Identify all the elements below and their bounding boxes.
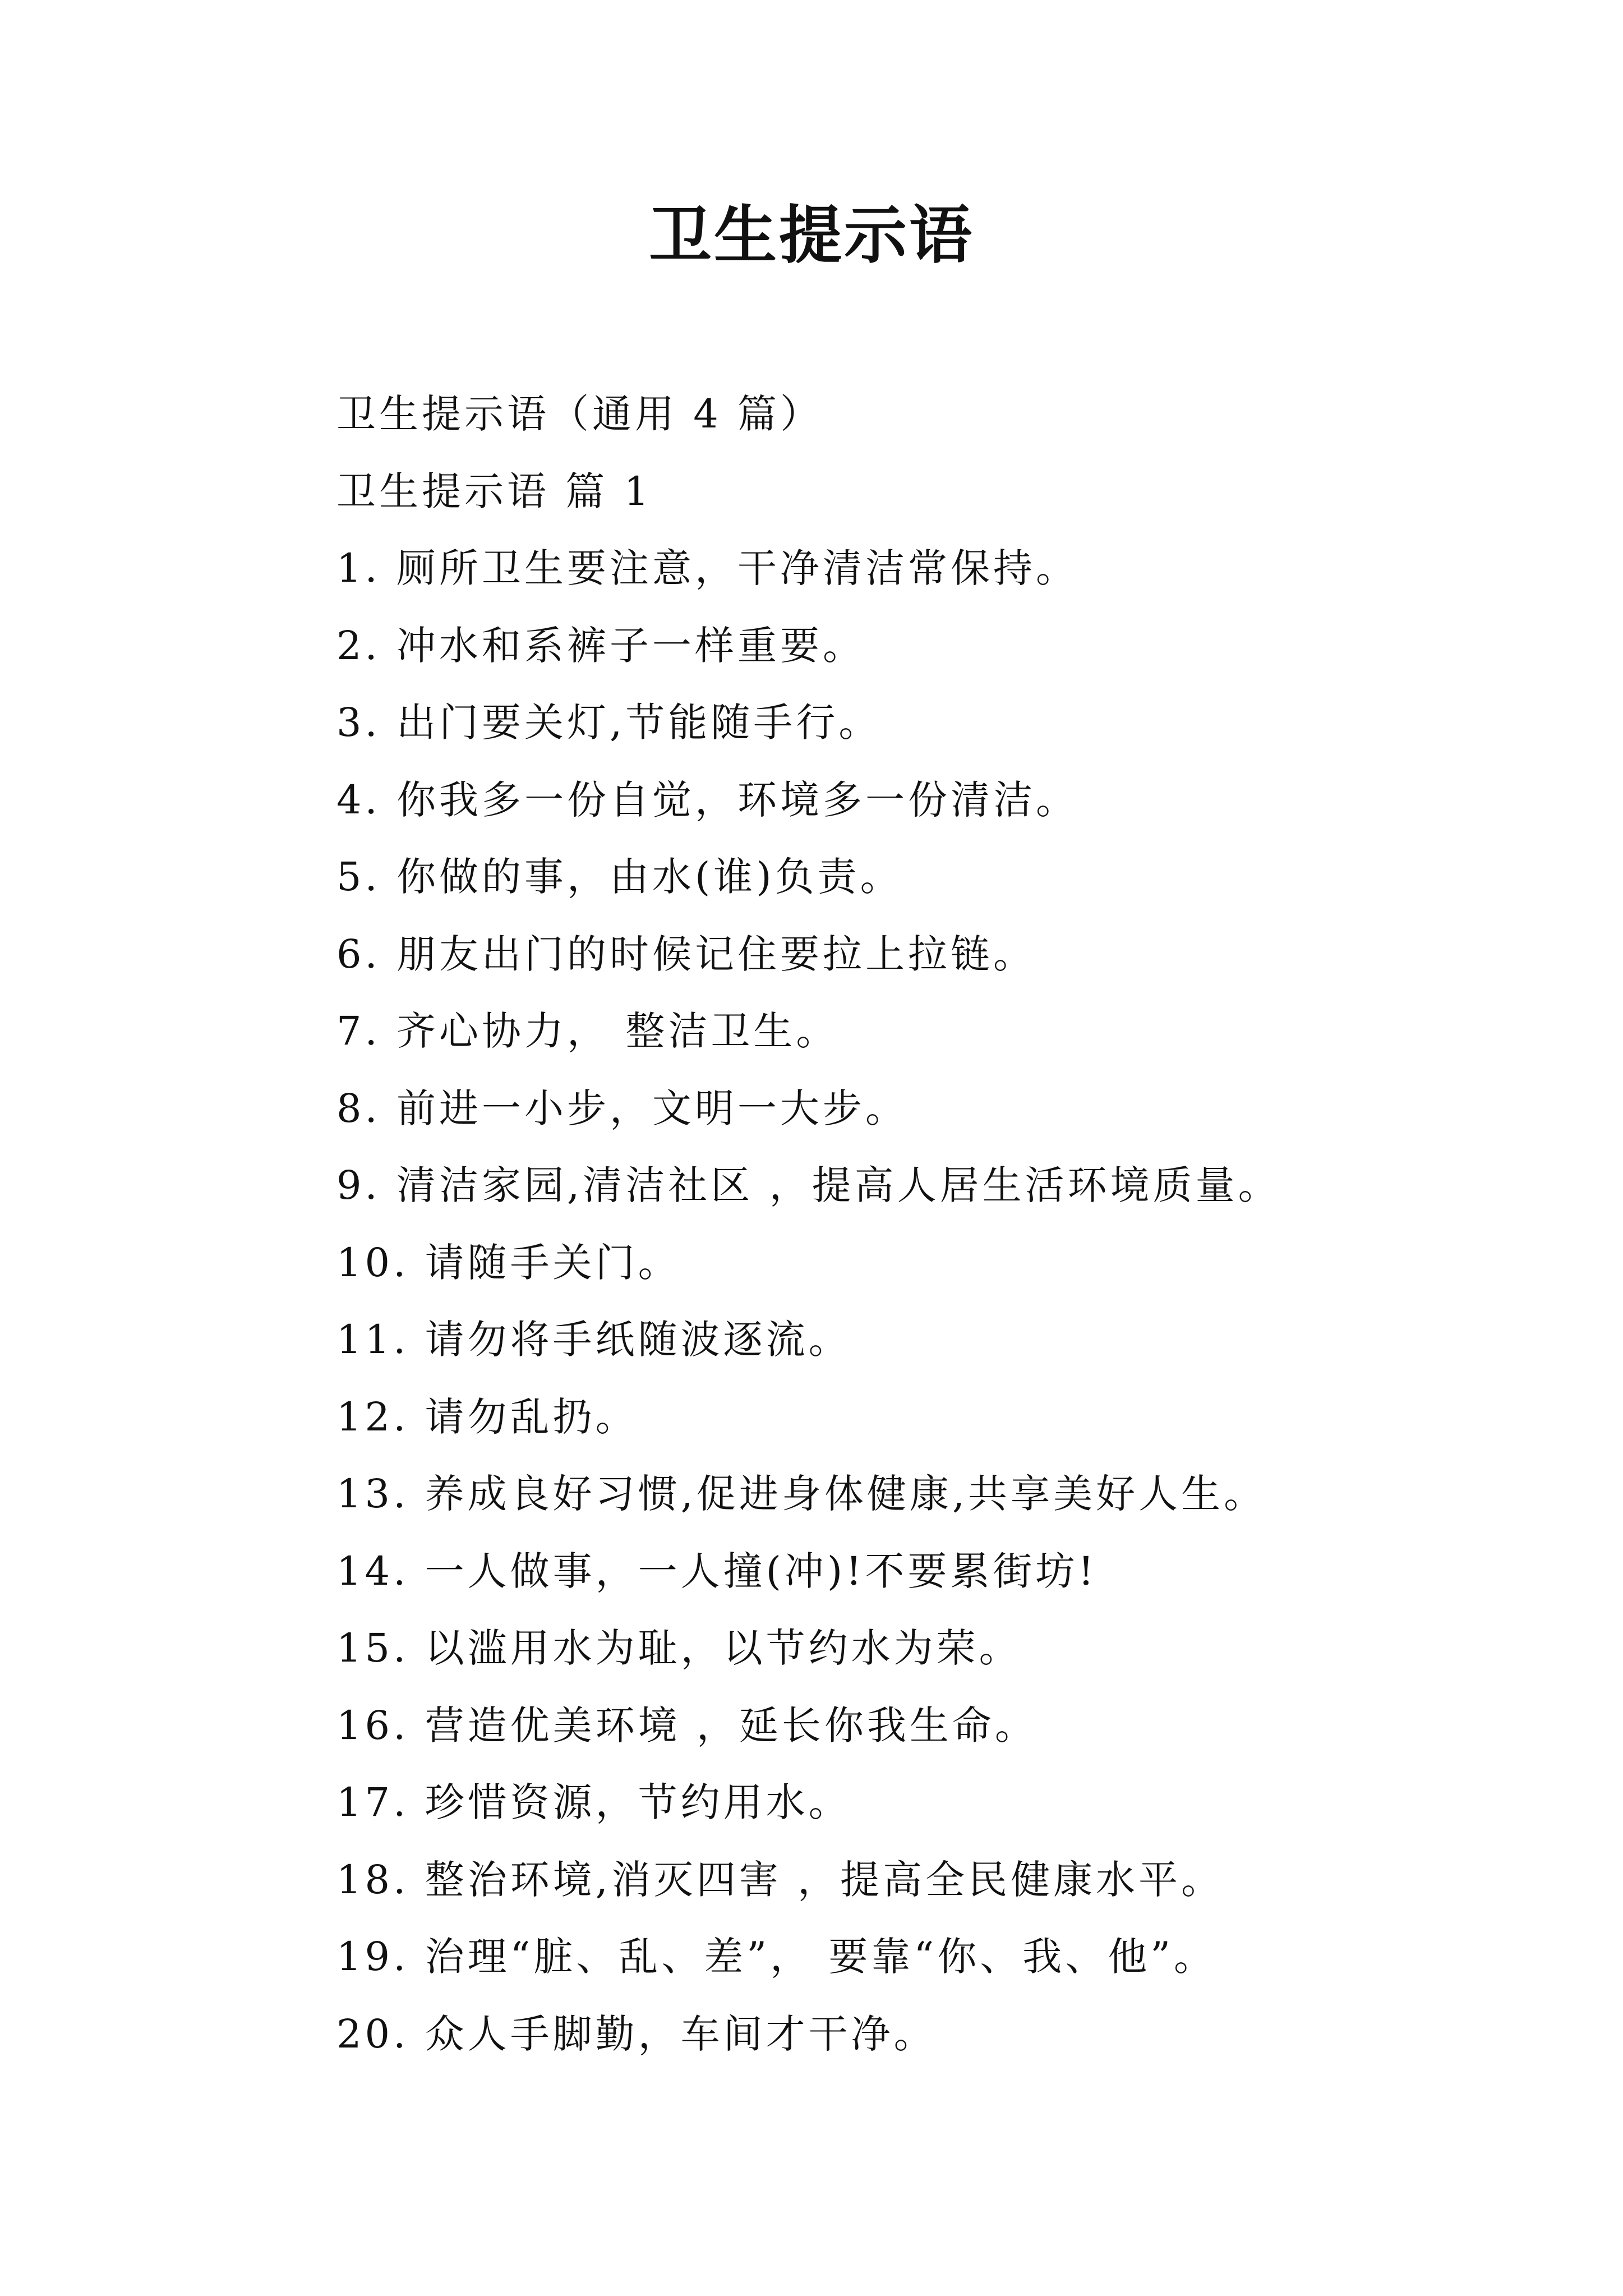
list-item-number: 2.: [336, 622, 381, 669]
list-item-text: 请勿乱扔。: [425, 1393, 638, 1440]
list-item: [336, 1379, 1514, 1456]
list-item-number: 3.: [336, 700, 381, 746]
list-item: [336, 1918, 1514, 1996]
list-item-text: 众人手脚勤，车间才干净。: [425, 2010, 937, 2057]
list-item-text: 前进一小步，文明一大步。: [396, 1085, 909, 1131]
list-item: [336, 916, 1514, 993]
list-item: [336, 1301, 1514, 1379]
list-item-number: 17.: [336, 1779, 409, 1825]
list-item-text: 你我多一份自觉，环境多一份清洁。: [396, 776, 1079, 823]
list-item-text: 请勿将手纸随波逐流。: [425, 1317, 851, 1363]
document-title: 卫生提示语: [649, 199, 974, 272]
list-item-text: 整治环境,消灭四害 ，提高全民健康水平。: [425, 1856, 1224, 1903]
slogan-list: [336, 530, 1514, 2073]
list-item: [336, 762, 1514, 839]
list-item-text: 出门要关灯,节能随手行。: [396, 700, 882, 746]
list-item: [336, 1070, 1514, 1148]
list-item-text: 珍惜资源，节约用水。: [425, 1779, 851, 1825]
list-item-number: 1.: [336, 545, 381, 591]
list-item-number: 15.: [336, 1625, 409, 1671]
list-item: [336, 1764, 1514, 1842]
list-item: [336, 1842, 1514, 1919]
list-item: [336, 1147, 1514, 1225]
list-item: [336, 530, 1514, 608]
list-item-text: 齐心协力， 整洁卫生。: [396, 1008, 839, 1054]
list-item-text: 你做的事，由水(谁)负责。: [396, 854, 903, 900]
list-item: [336, 1996, 1514, 2073]
list-item: [336, 1610, 1514, 1687]
list-item-number: 9.: [336, 1162, 381, 1208]
section-heading: 卫生提示语 篇 1: [336, 468, 653, 514]
list-item-text: 清洁家园,清洁社区 ，提高人居生活环境质量。: [396, 1162, 1281, 1208]
list-item-number: 18.: [336, 1856, 409, 1903]
list-item-number: 7.: [336, 1008, 381, 1054]
list-item: [336, 839, 1514, 916]
list-item-number: 10.: [336, 1239, 409, 1286]
document-subtitle: 卫生提示语（通用 4 篇）: [336, 391, 823, 437]
list-item: [336, 1533, 1514, 1611]
list-item-number: 6.: [336, 931, 381, 977]
list-item-text: 朋友出门的时候记住要拉上拉链。: [396, 931, 1036, 977]
list-item: [336, 993, 1514, 1070]
list-item-text: 一人做事，一人撞(冲)!不要累街坊!: [425, 1548, 1098, 1594]
list-item-number: 14.: [336, 1548, 409, 1594]
list-item-number: 20.: [336, 2010, 409, 2057]
list-item-text: 治理“脏、乱、差”， 要靠“你、我、他”。: [425, 1934, 1216, 1980]
list-item: [336, 1687, 1514, 1765]
list-item-number: 12.: [336, 1393, 409, 1440]
list-item-number: 19.: [336, 1934, 409, 1980]
list-item: [336, 1456, 1514, 1533]
list-item-text: 请随手关门。: [425, 1239, 681, 1286]
list-item: [336, 1225, 1514, 1302]
list-item-number: 5.: [336, 854, 381, 900]
list-item-number: 4.: [336, 776, 381, 823]
list-item-text: 厕所卫生要注意，干净清洁常保持。: [396, 545, 1079, 591]
list-item-text: 冲水和系裤子一样重要。: [396, 622, 866, 669]
list-item-number: 16.: [336, 1702, 409, 1749]
list-item-text: 以滥用水为耻，以节约水为荣。: [425, 1625, 1022, 1671]
document-body: [336, 376, 1514, 2073]
list-item-number: 8.: [336, 1085, 381, 1131]
list-item-number: 13.: [336, 1471, 409, 1517]
list-item: [336, 684, 1514, 762]
list-item: [336, 608, 1514, 685]
list-item-text: 营造优美环境 ，延长你我生命。: [425, 1702, 1038, 1749]
list-item-number: 11.: [336, 1317, 409, 1363]
list-item-text: 养成良好习惯,促进身体健康,共享美好人生。: [425, 1471, 1267, 1517]
